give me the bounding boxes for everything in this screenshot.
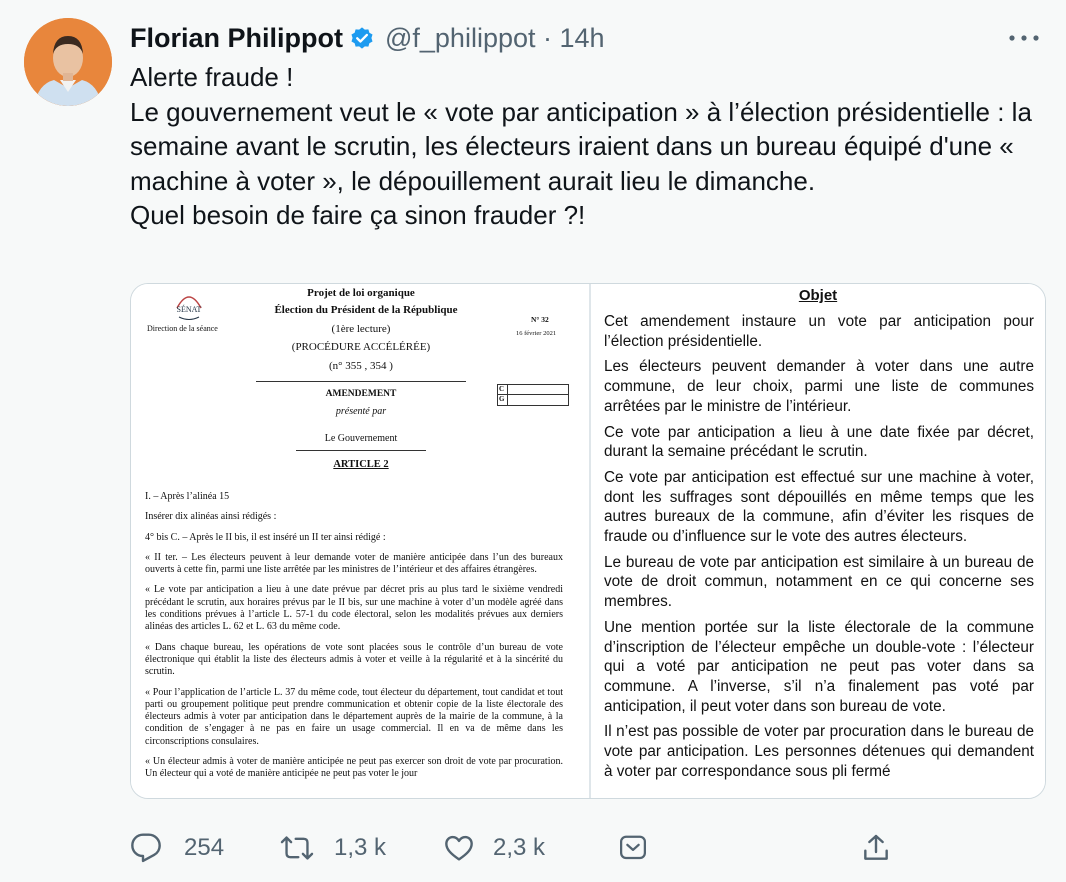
like-count: 2,3 k (493, 834, 546, 861)
objet-paragraph: Les électeurs peuvent demander à voter dans une autre commune, de leur choix, parmi une liste de communes arrêtées par le ministre de l’intérieur. (604, 358, 1034, 415)
tweet-text (130, 60, 1045, 233)
handle-and-time[interactable]: @f_philippot · 14h (384, 22, 605, 53)
article-paragraph: 4° bis C. – Après le II bis, il est inséré un II ter ainsi rédigé : (145, 531, 386, 543)
direction-label: Direction de la séance (147, 324, 218, 333)
amendement-label: AMENDEMENT (325, 389, 397, 399)
article-paragraph: « Pour l’application de l’article L. 37 du même code, tout électeur du département, tout candidat et tout parti ou groupement politique peut prendre communication et obtenir copie de la liste électorale des électeurs admis à voter par anticipation dans le département auprès de la mairie de la commune, à la condition de s’engager à ne pas en faire un usage commercial. Il en va de même dans les circonscriptions consulaires. (145, 686, 563, 747)
article-paragraph: I. – Après l’alinéa 15 (145, 491, 230, 502)
tweet-line: Quel besoin de faire ça sinon frauder ?! (130, 200, 586, 231)
article-label: ARTICLE 2 (333, 459, 389, 470)
objet-paragraph: Le bureau de vote par anticipation est similaire à un bureau de vote de droit commun, notamment en ce qui concerne ses membres. (604, 553, 1034, 611)
box-c: C (499, 385, 505, 393)
article-paragraph: « II ter. – Les électeurs peuvent à leur demande voter de manière anticipée dans l’un des bureaux ouverts à cette fin, parmi une liste arrêtée par les ministres de l’intérieur et des affaires étrangères. (145, 551, 563, 576)
objet-paragraph: Ce vote par anticipation a lieu à une date fixée par décret, durant la semaine précédant le scrutin. (604, 423, 1034, 461)
verified-badge-icon (349, 25, 375, 51)
retweet-icon (280, 832, 314, 864)
tweet-header (130, 20, 605, 56)
like-button[interactable] (443, 828, 545, 868)
more-icon (1004, 28, 1044, 48)
objet-text (604, 312, 1034, 787)
share-button[interactable] (860, 828, 892, 868)
doc-title-1: Projet de loi organique (307, 287, 415, 299)
article-paragraph: « Le vote par anticipation a lieu à une date prévue par décret pris au plus tard le sixième vendredi précédant le scrutin, aux horaires prévus par le II bis, sur une machine à voter d’un modèle agréé dans les conditions prévues à l’article L. 57-1 du code électoral, selon les modalités prévues aux derniers alinéas des articles L. 62 et L. 63 du même code. (145, 584, 563, 633)
tweet-line: Alerte fraude ! (130, 62, 294, 92)
cg-box-divider (507, 385, 508, 405)
separator-line (256, 381, 466, 382)
avatar-image (24, 18, 112, 106)
amendment-document (131, 284, 589, 798)
article-paragraph: « Un électeur admis à voter de manière anticipée ne peut pas exercer son droit de vote par procuration. Un électeur qui a voté de manière anticipée ne peut pas voter le jour (145, 756, 563, 780)
objet-paragraph: Cet amendement instaure un vote par anticipation pour l’élection présidentielle. (604, 313, 1034, 350)
box-g: G (499, 395, 505, 403)
objet-paragraph: Ce vote par anticipation est effectué sur une machine à voter, dont les suffrages sont dépouillés en même temps que les autres bureaux de la commune, afin d’éviter les risques de fraude ou d’influence sur le vote des autres électeurs. (604, 468, 1034, 546)
more-button[interactable] (1004, 28, 1044, 48)
reply-button[interactable] (130, 828, 224, 868)
avatar[interactable] (24, 18, 112, 106)
share-icon (860, 832, 892, 864)
svg-text:SÉNAT: SÉNAT (176, 305, 202, 314)
amendment-date: 16 février 2021 (516, 330, 557, 337)
objet-paragraph: Une mention portée sur la liste électorale de la commune d’inscription de l’électeur empêche un double-vote : l’électeur qui a voté par anticipation ne peut pas voter dans sa commune. A l’inverse, s’il n’a finalement pas voté par anticipation, il peut voter dans son bureau de vote. (604, 618, 1034, 715)
amendment-number: N° 32 (531, 315, 549, 324)
separator-line (296, 450, 426, 451)
cg-box-divider (498, 394, 568, 395)
presente-par: présenté par (335, 406, 387, 417)
retweet-count: 1,3 k (334, 834, 387, 861)
tweet-line: Le gouvernement veut le « vote par anticipation » à l’élection présidentielle : la semaine avant le scrutin, les électeurs iraient dans un bureau équipé d'une « machine à voter », le dépouillement aurait lieu le dimanche. (130, 96, 1032, 196)
doc-procedure: (PROCÉDURE ACCÉLÉRÉE) (291, 341, 431, 353)
objet-title: Objet (798, 287, 838, 304)
bookmark-button[interactable] (618, 828, 648, 868)
doc-reading: (1ère lecture) (331, 323, 391, 335)
tweet-media[interactable] (130, 283, 1046, 799)
senat-logo (169, 288, 209, 324)
bookmark-icon (618, 833, 648, 863)
doc-title-2: Élection du Président de la République (274, 304, 458, 316)
objet-paragraph: Il n’est pas possible de voter par procuration dans le bureau de vote par anticipation. Les personnes détenues qui demandent à voter par correspondance sous pli fermé (604, 723, 1034, 780)
retweet-button[interactable] (280, 828, 386, 868)
article-text (145, 491, 563, 781)
reply-count: 254 (184, 834, 225, 861)
like-icon (443, 832, 475, 864)
reply-icon (130, 832, 162, 864)
article-paragraph: « Dans chaque bureau, les opérations de vote sont placées sous le contrôle d’un bureau de vote électronique qui établit la liste des électeurs admis à voter et veille à la régularité et à la sincérité du scrutin. (145, 641, 563, 678)
tweet-actions (0, 828, 1066, 868)
article-paragraph: Insérer dix alinéas ainsi rédigés : (145, 511, 277, 523)
cg-box (497, 384, 569, 406)
objet-document (591, 284, 1045, 798)
doc-numbers: (n° 355 , 354 ) (329, 360, 393, 372)
gouvernement-label: Le Gouvernement (324, 433, 398, 444)
author-name[interactable]: Florian Philippot (130, 22, 343, 53)
